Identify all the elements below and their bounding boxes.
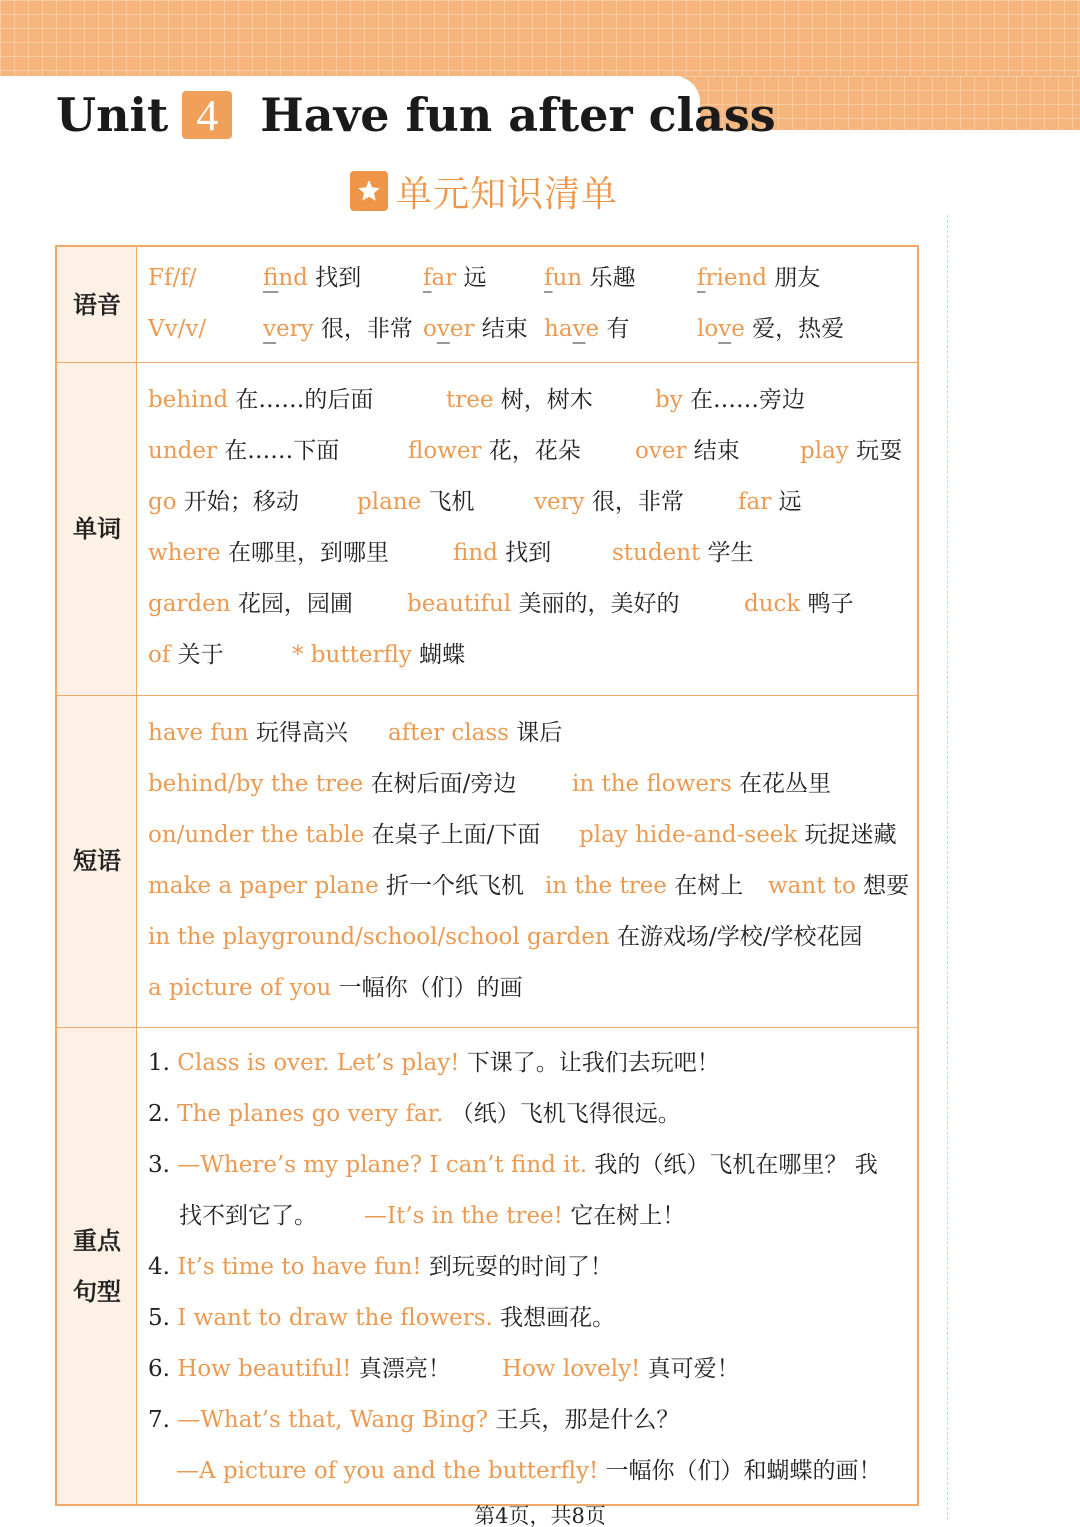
sentence-item: 7. —What’s that, Wang Bing? 王兵，那是什么？ bbox=[148, 1407, 680, 1433]
phonics-word: fun 乐趣 bbox=[544, 265, 636, 291]
word-item: student 学生 bbox=[612, 540, 754, 566]
sentence-item: 6. How beautiful! 真漂亮！ bbox=[148, 1356, 451, 1382]
word-item: tree 树，树木 bbox=[446, 387, 593, 413]
phrase-item: in the playground/school/school garden 在游戏场/学校/学校花园 bbox=[148, 924, 863, 950]
word-item: where 在哪里，到哪里 bbox=[148, 540, 390, 566]
phrase-item: a picture of you 一幅你（们）的画 bbox=[148, 975, 523, 1001]
section-heading-text: 单元知识清单 bbox=[396, 173, 619, 215]
word-item: garden 花园，园圃 bbox=[148, 591, 353, 617]
phrase-item: have fun 玩得高兴 bbox=[148, 720, 348, 746]
phonics-sound: Ff/f/ bbox=[148, 265, 197, 291]
word-item: * butterfly 蝴蝶 bbox=[292, 642, 466, 668]
unit-title: Have fun after class bbox=[260, 88, 776, 142]
label-sentences-2: 句型 bbox=[73, 1278, 121, 1306]
phrase-item: in the flowers 在花丛里 bbox=[572, 771, 832, 797]
phrase-item: on/under the table 在桌子上面/下面 bbox=[148, 822, 541, 848]
star-icon bbox=[350, 171, 388, 211]
label-phonics: 语音 bbox=[73, 291, 121, 319]
word-item: plane 飞机 bbox=[357, 489, 475, 515]
section-heading bbox=[350, 168, 618, 214]
phonics-word: have 有 bbox=[544, 316, 630, 342]
word-item: far 远 bbox=[738, 489, 802, 515]
word-item: play 玩耍 bbox=[800, 438, 903, 464]
phrase-item: after class 课后 bbox=[388, 720, 563, 746]
word-item: duck 鸭子 bbox=[744, 591, 854, 617]
phrase-item: in the tree 在树上 bbox=[545, 873, 744, 899]
phonics-word: friend 朋友 bbox=[697, 265, 821, 291]
phonics-word: love 爱，热爱 bbox=[697, 316, 845, 342]
phonics-word: far 远 bbox=[423, 265, 487, 291]
sentence-item: —A picture of you and the butterfly! 一幅你（们）和蝴蝶的画！ bbox=[176, 1458, 882, 1484]
phonics-word: very 很，非常 bbox=[263, 316, 413, 342]
sentence-item: —It’s in the tree! 它在树上！ bbox=[364, 1203, 686, 1229]
word-item: over 结束 bbox=[635, 438, 740, 464]
row-divider bbox=[57, 362, 917, 363]
unit-number-badge: 4 bbox=[182, 91, 232, 139]
sentence-item: How lovely! 真可爱！ bbox=[502, 1356, 740, 1382]
word-item: of 关于 bbox=[148, 642, 224, 668]
unit-word: Unit bbox=[56, 88, 169, 142]
phrase-item: behind/by the tree 在树后面/旁边 bbox=[148, 771, 517, 797]
phonics-word: find 找到 bbox=[263, 265, 362, 291]
word-item: behind 在……的后面 bbox=[148, 387, 374, 413]
sentence-item: 3. —Where’s my plane? I can’t find it. 我的（纸）飞机在哪里？ 我 bbox=[148, 1152, 878, 1178]
phrase-item: make a paper plane 折一个纸飞机 bbox=[148, 873, 525, 899]
margin-divider bbox=[947, 215, 948, 1520]
sentence-item: 找不到它了。 bbox=[179, 1203, 317, 1229]
word-item: by 在……旁边 bbox=[655, 387, 806, 413]
page-footer: 第4页，共8页 bbox=[474, 1504, 606, 1527]
row-divider bbox=[57, 695, 917, 696]
phrase-item: play hide-and-seek 玩捉迷藏 bbox=[579, 822, 897, 848]
word-item: go 开始；移动 bbox=[148, 489, 299, 515]
word-item: flower 花，花朵 bbox=[408, 438, 581, 464]
word-item: under 在……下面 bbox=[148, 438, 340, 464]
sentence-item: 1. Class is over. Let’s play! 下课了。让我们去玩吧！ bbox=[148, 1050, 720, 1076]
sentence-item: 4. It’s time to have fun! 到玩耍的时间了！ bbox=[148, 1254, 613, 1280]
label-words: 单词 bbox=[73, 515, 121, 543]
phonics-word: over 结束 bbox=[423, 316, 528, 342]
phrase-item: want to 想要 bbox=[768, 873, 910, 899]
word-item: beautiful 美丽的，美好的 bbox=[407, 591, 680, 617]
word-item: very 很，非常 bbox=[534, 489, 684, 515]
header-band bbox=[0, 0, 1080, 76]
sentence-item: 5. I want to draw the flowers. 我想画花。 bbox=[148, 1305, 616, 1331]
row-divider bbox=[57, 1027, 917, 1028]
phonics-sound: Vv/v/ bbox=[148, 316, 207, 342]
page-title bbox=[56, 84, 776, 146]
label-phrases: 短语 bbox=[73, 847, 121, 875]
label-sentences-1: 重点 bbox=[73, 1227, 121, 1255]
sentence-item: 2. The planes go very far. （纸）飞机飞得很远。 bbox=[148, 1101, 681, 1127]
word-item: find 找到 bbox=[453, 540, 552, 566]
